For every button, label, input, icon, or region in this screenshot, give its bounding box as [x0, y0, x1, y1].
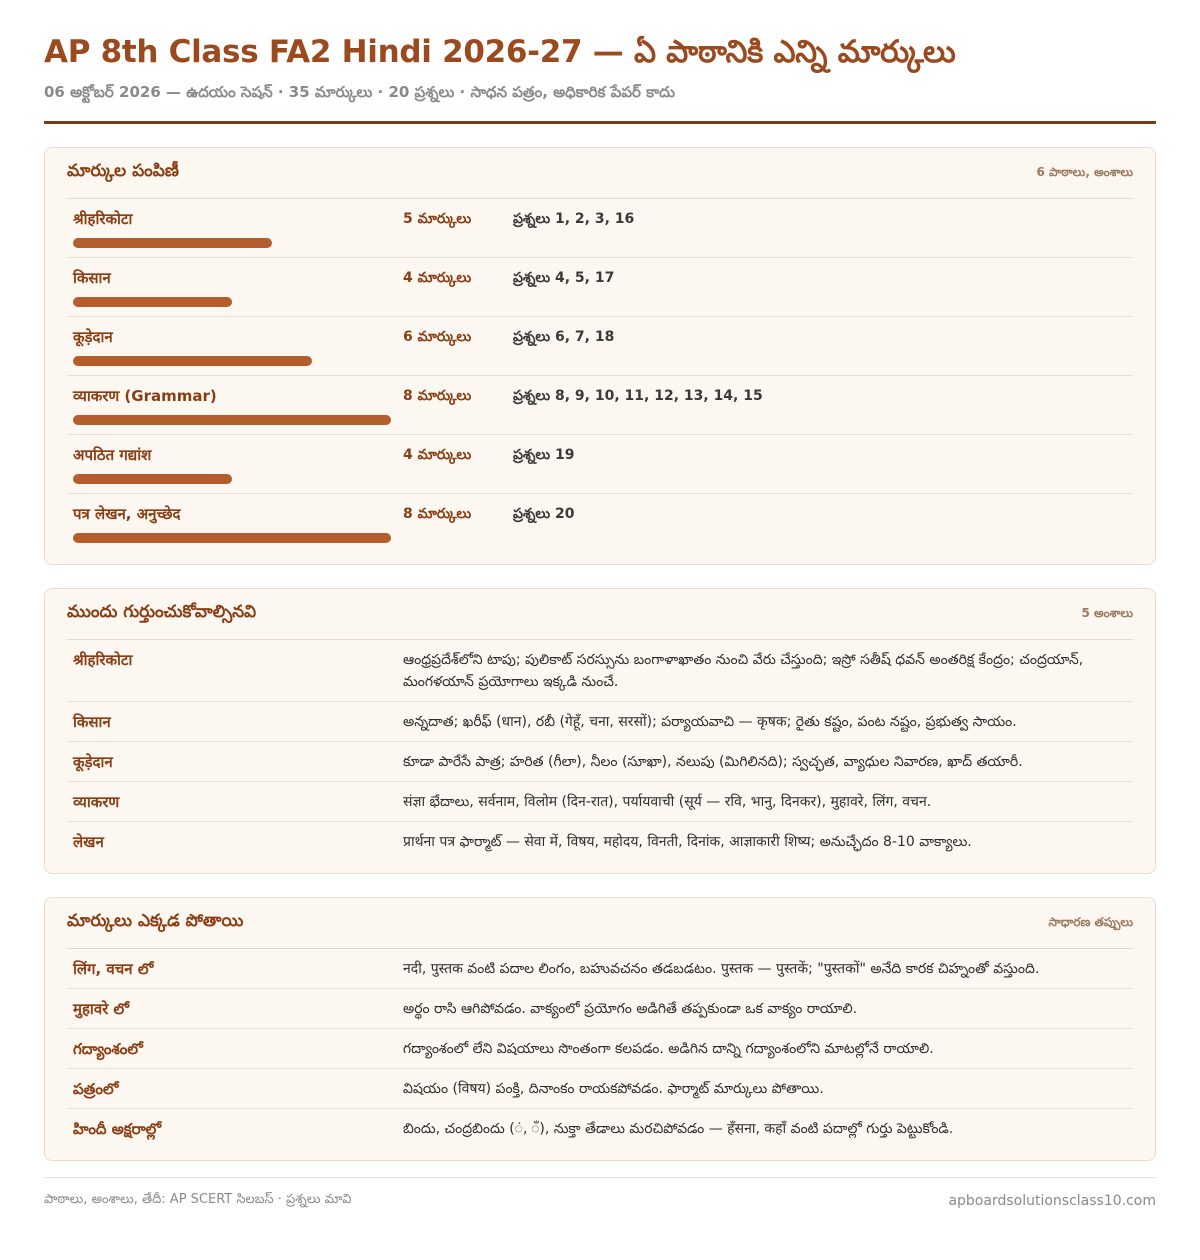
distribution-row — [67, 317, 1133, 376]
topic-name: अपठित गद्यांश — [73, 446, 152, 464]
row-value: విషయం (विषय) పంక్తి, దినాంకం రాయకపోవడం. ఫార్మాట్ మార్కులు పోతాయి. — [403, 1081, 824, 1097]
remember-row — [67, 702, 1133, 742]
mistake-row — [67, 1069, 1133, 1109]
topic-name: व्याकरण (Grammar) — [73, 387, 217, 405]
row-key: लेखन — [73, 833, 104, 851]
row-value: అర్థం రాసి ఆగిపోవడం. వాక్యంలో ప్రయోగం అడిగితే తప్పకుండా ఒక వాక్యం రాయాలి. — [403, 1001, 858, 1017]
card-title: మార్కుల పంపిణీ — [67, 161, 179, 181]
remember-list — [67, 640, 1133, 861]
row-value: प्रार्थना पत्र ఫార్మాట్ — सेवा में, विषय, महोदय, विनती, दिनांक, आज्ञाकारी शिष्य; అనుచ్ఛేదం 8-10 వాక్యాలు. — [403, 834, 972, 850]
topic-name: पत्र लेखन, अनुच्छेद — [73, 505, 181, 523]
mistakes-list — [67, 949, 1133, 1148]
remember-row — [67, 640, 1133, 702]
marks-bar — [73, 238, 272, 248]
marks-bar — [73, 356, 312, 366]
marks-label: 8 మార్కులు — [403, 506, 472, 522]
row-value: బిందు, చంద్రబిందు (ं, ँ), నుక్తా తేడాలు మరచిపోవడం — हँसना, कहाँ వంటి పదాల్లో గుర్తు పెట్టుకోండి. — [403, 1121, 954, 1137]
card-header — [67, 898, 1133, 949]
topic-name: श्रीहरिकोटा — [73, 210, 133, 228]
remember-row — [67, 742, 1133, 782]
mistakes-card — [44, 897, 1156, 1161]
marks-label: 8 మార్కులు — [403, 388, 472, 404]
questions-label: ప్రశ్నలు 20 — [513, 506, 575, 522]
footer-source: పాఠాలు, అంశాలు, తేదీ: AP SCERT సిలబస్ · ప్రశ్నలు మావి — [44, 1192, 352, 1207]
page-footer — [44, 1177, 1156, 1210]
marks-label: 4 మార్కులు — [403, 447, 472, 463]
row-value: नदी, पुस्तक వంటి పదాల లింగం, బహువచనం తడబడటం. पुस्तक — पुस्तकें; "पुस्तकों" అనేది కారక చిహ్నంతో వస్తుంది. — [403, 961, 1040, 977]
questions-label: ప్రశ్నలు 19 — [513, 447, 575, 463]
row-value: కూడా పారేసే పాత్ర; హరిత (గీలా), నీలం (సూఖా), నలుపు (మిగిలినది); స్వచ్ఛత, వ్యాధుల నివారణ, ఖాద్ తయారీ. — [403, 754, 1023, 770]
marks-distribution-card — [44, 147, 1156, 565]
marks-bar — [73, 415, 391, 425]
card-header — [67, 589, 1133, 640]
row-key: व्याकरण — [73, 793, 120, 811]
row-key: मुहावरे లో — [73, 1000, 129, 1018]
marks-bar — [73, 533, 391, 543]
card-title: ముందు గుర్తుంచుకోవాల్సినవి — [67, 602, 257, 622]
page — [44, 0, 1156, 1210]
distribution-row — [67, 199, 1133, 258]
header-divider — [44, 121, 1156, 124]
row-value: ఆంధ్రప్రదేశ్‌లోని టాపు; పులికాట్ సరస్సును బంగాళాఖాతం నుంచి వేరు చేస్తుంది; ఇస్రో సతీష్ ధవన్ అంతరిక్ష కేంద్రం; చంద్రయాన్, మంగళయాన్ ప్రయోగాలు ఇక్కడి నుంచే. — [403, 652, 1084, 690]
row-key: పత్రంలో — [73, 1080, 119, 1098]
card-header — [67, 148, 1133, 199]
remember-row — [67, 782, 1133, 822]
row-key: कूड़ेदान — [73, 753, 113, 771]
footer-site-link[interactable]: apboardsolutionsclass10.com — [948, 1193, 1156, 1209]
card-title: మార్కులు ఎక్కడ పోతాయి — [67, 911, 244, 931]
page-subtitle: 06 అక్టోబర్ 2026 — ఉదయం సెషన్ · 35 మార్కులు · 20 ప్రశ్నలు · సాధన పత్రం, అధికారిక పేపర్ కాదు — [44, 83, 675, 101]
questions-label: ప్రశ్నలు 1, 2, 3, 16 — [513, 211, 635, 227]
questions-label: ప్రశ్నలు 8, 9, 10, 11, 12, 13, 14, 15 — [513, 388, 763, 404]
distribution-row — [67, 258, 1133, 317]
marks-label: 5 మార్కులు — [403, 211, 472, 227]
row-value: గద్యాంశంలో లేని విషయాలు సొంతంగా కలపడం. అడిగిన దాన్ని గద్యాంశంలోని మాటల్లోనే రాయాలి. — [403, 1041, 934, 1057]
distribution-list — [67, 199, 1133, 552]
distribution-row — [67, 376, 1133, 435]
row-key: श्रीहरिकोटा — [73, 651, 133, 669]
questions-label: ప్రశ్నలు 4, 5, 17 — [513, 270, 615, 286]
marks-bar — [73, 474, 232, 484]
card-meta: సాధారణ తప్పులు — [1048, 914, 1133, 929]
mistake-row — [67, 949, 1133, 989]
remember-row — [67, 822, 1133, 861]
distribution-row — [67, 435, 1133, 494]
row-value: संज्ञा భేదాలు, सर्वनाम, विलोम (दिन-रात), पर्यायवाची (सूर्य — रवि, भानु, दिनकर), मुहावरे, लिंग, वचन. — [403, 794, 932, 810]
marks-label: 6 మార్కులు — [403, 329, 472, 345]
remember-card — [44, 588, 1156, 874]
distribution-row — [67, 494, 1133, 552]
mistake-row — [67, 1029, 1133, 1069]
mistake-row — [67, 1109, 1133, 1148]
questions-label: ప్రశ్నలు 6, 7, 18 — [513, 329, 615, 345]
topic-name: किसान — [73, 269, 111, 287]
marks-label: 4 మార్కులు — [403, 270, 472, 286]
row-key: लिंग, वचन లో — [73, 960, 154, 978]
row-value: అన్నదాత; ఖరీఫ్ (धान), రబీ (गेहूँ, चना, सरसों); పర్యాయవాచి — कृषक; రైతు కష్టం, పంట నష్టం, ప్రభుత్వ సాయం. — [403, 714, 1017, 730]
topic-name: कूड़ेदान — [73, 328, 113, 346]
marks-bar — [73, 297, 232, 307]
row-key: హిందీ అక్షరాల్లో — [73, 1120, 162, 1138]
row-key: किसान — [73, 713, 111, 731]
page-title: AP 8th Class FA2 Hindi 2026-27 — ఏ పాఠానికి ఎన్ని మార్కులు — [44, 34, 956, 70]
card-meta: 5 అంశాలు — [1081, 605, 1133, 620]
card-meta: 6 పాఠాలు, అంశాలు — [1036, 164, 1133, 179]
mistake-row — [67, 989, 1133, 1029]
row-key: గద్యాంశంలో — [73, 1040, 143, 1058]
